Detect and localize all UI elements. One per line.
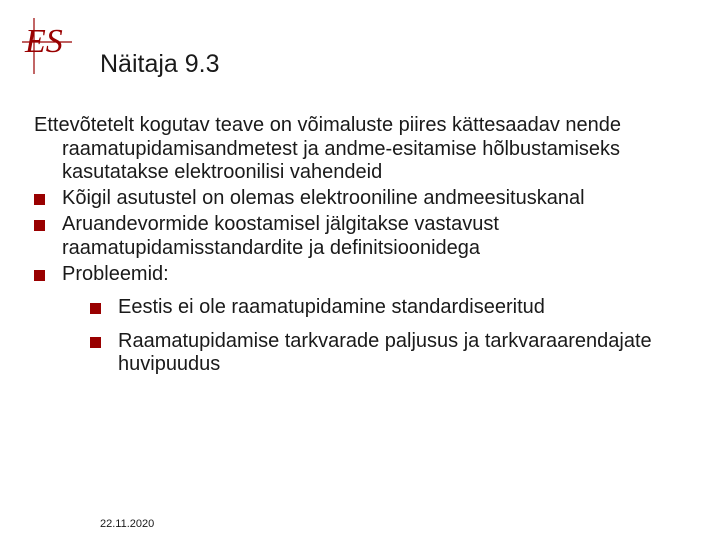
bullet-text: Probleemid: — [62, 262, 169, 285]
es-monogram-icon — [22, 18, 72, 74]
square-bullet-icon — [34, 270, 45, 281]
sub-bullet-text: Eestis ei ole raamatupidamine standardiseeritud — [118, 296, 545, 318]
bullet-list — [34, 187, 714, 377]
slide-title: Näitaja 9.3 — [100, 50, 220, 78]
list-item — [34, 263, 714, 377]
sub-bullet-list — [62, 296, 714, 377]
lead-text: Ettevõtetelt kogutav teave on võimaluste piires kättesaadav nende raamatupidamisandmetest ja andme-esitamise hõlbustamiseks kasutatakse elektroonilisi vahendeid — [34, 114, 622, 183]
square-bullet-icon — [90, 337, 101, 348]
sub-list-item — [90, 296, 714, 320]
sub-bullet-text: Raamatupidamise tarkvarade paljusus ja tarkvaraarendajate huvipuudus — [118, 329, 652, 375]
list-item — [34, 187, 714, 211]
square-bullet-icon — [90, 303, 101, 314]
bullet-text: Kõigil asutustel on olemas elektrooniline andmeesituskanal — [62, 187, 585, 209]
sub-list-item — [90, 330, 714, 377]
slide-body — [34, 114, 714, 377]
footer-date: 22.11.2020 — [100, 518, 155, 530]
square-bullet-icon — [34, 220, 45, 231]
list-item — [34, 213, 714, 260]
square-bullet-icon — [34, 194, 45, 205]
svg-text:ES: ES — [25, 23, 63, 60]
bullet-text: Aruandevormide koostamisel jälgitakse vastavust raamatupidamisstandardite ja definitsioonidega — [62, 213, 499, 259]
lead-paragraph — [34, 114, 714, 185]
